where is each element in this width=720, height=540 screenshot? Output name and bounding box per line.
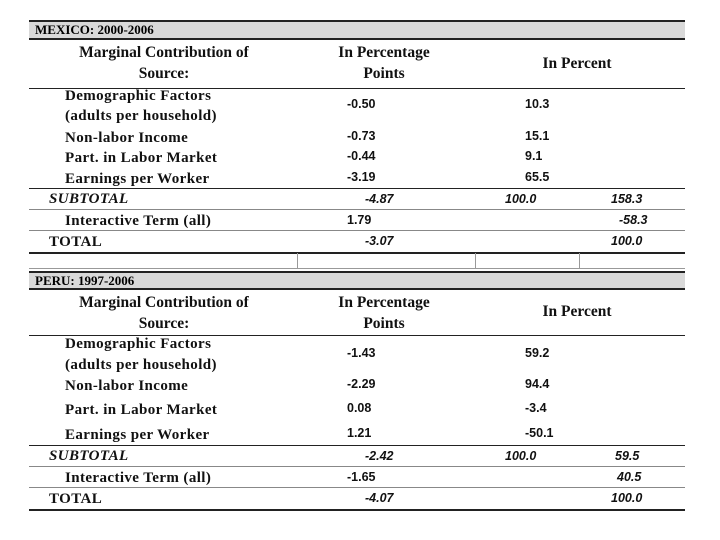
- peru-demo-pct: 59.2: [525, 346, 550, 360]
- peru-total-label: TOTAL: [49, 491, 103, 507]
- mexico-earn-pct: 65.5: [525, 170, 550, 184]
- mexico-demo-label-2: (adults per household): [65, 108, 217, 124]
- peru-interactive-label: Interactive Term (all): [65, 470, 212, 486]
- peru-nonlabor-pp: -2.29: [347, 377, 376, 391]
- mexico-nonlabor-label: Non-labor Income: [65, 130, 189, 146]
- header-source-line1: Marginal Contribution of: [79, 294, 249, 311]
- peru-nonlabor-pct: 94.4: [525, 377, 550, 391]
- peru-demo-pp: -1.43: [347, 346, 376, 360]
- peru-section-title: PERU: 1997-2006: [29, 271, 685, 290]
- mexico-header: [29, 42, 685, 86]
- mexico-header-points: [299, 42, 469, 84]
- peru-bottom-rule: [29, 509, 685, 511]
- header-source-line1: Marginal Contribution of: [79, 44, 249, 61]
- peru-subtotal-pct1: 100.0: [505, 449, 537, 463]
- peru-subtotal-pp: -2.42: [365, 449, 394, 463]
- mexico-interactive-label: Interactive Term (all): [65, 213, 212, 229]
- spacer-divider: [579, 253, 580, 268]
- mexico-header-source: [29, 42, 299, 84]
- peru-total-pp: -4.07: [365, 491, 394, 505]
- peru-interactive-pp: -1.65: [347, 470, 376, 484]
- spacer-divider: [297, 253, 298, 268]
- mexico-bottom-rule: [29, 252, 685, 254]
- mexico-nonlabor-pct: 15.1: [525, 129, 550, 143]
- peru-header-source: [29, 292, 299, 334]
- peru-earn-pct: -50.1: [525, 426, 554, 440]
- mexico-subtotal-pp: -4.87: [365, 192, 394, 206]
- peru-part-pct: -3.4: [525, 401, 547, 415]
- decomposition-tables: [29, 0, 685, 540]
- spacer-divider: [475, 253, 476, 268]
- peru-nonlabor-label: Non-labor Income: [65, 378, 189, 394]
- peru-subtotal-label: SUBTOTAL: [49, 448, 129, 464]
- header-points-line1: In Percentage: [338, 294, 430, 311]
- mexico-demo-pct: 10.3: [525, 97, 550, 111]
- spacer-rule: [29, 268, 685, 269]
- peru-part-label: Part. in Labor Market: [65, 402, 218, 418]
- peru-subtotal-pct2: 59.5: [615, 449, 640, 463]
- mexico-subtotal-label: SUBTOTAL: [49, 191, 129, 207]
- mexico-demo-pp: -0.50: [347, 97, 376, 111]
- peru-interactive-pct2: 40.5: [617, 470, 642, 484]
- peru-header-percent: In Percent: [542, 303, 612, 320]
- peru-subtotal-bottom-rule: [29, 466, 685, 467]
- mexico-part-pct: 9.1: [525, 149, 543, 163]
- mexico-demo-label-1: Demographic Factors: [65, 88, 212, 104]
- mexico-header-percent: In Percent: [542, 55, 612, 72]
- peru-earn-pp: 1.21: [347, 426, 372, 440]
- header-source-line2: Source:: [138, 315, 190, 332]
- header-points-line2: Points: [363, 65, 405, 82]
- mexico-nonlabor-pp: -0.73: [347, 129, 376, 143]
- mexico-total-rule: [29, 230, 685, 231]
- mexico-earn-label: Earnings per Worker: [65, 171, 210, 187]
- mexico-subtotal-pct2: 158.3: [611, 192, 643, 206]
- header-points-line2: Points: [363, 315, 405, 332]
- peru-demo-label-2: (adults per household): [65, 357, 217, 373]
- peru-total-rule: [29, 487, 685, 488]
- mexico-part-pp: -0.44: [347, 149, 376, 163]
- mexico-subtotal-bottom-rule: [29, 209, 685, 210]
- mexico-total-label: TOTAL: [49, 234, 103, 250]
- mexico-subtotal-pct1: 100.0: [505, 192, 537, 206]
- mexico-total-pct2: 100.0: [611, 234, 643, 248]
- mexico-total-pp: -3.07: [365, 234, 394, 248]
- peru-earn-label: Earnings per Worker: [65, 427, 210, 443]
- peru-demo-label-1: Demographic Factors: [65, 336, 212, 352]
- mexico-earn-pp: -3.19: [347, 170, 376, 184]
- mexico-section-title: MEXICO: 2000-2006: [29, 20, 685, 40]
- mexico-interactive-pct2: -58.3: [619, 213, 648, 227]
- header-points-line1: In Percentage: [338, 44, 430, 61]
- peru-total-pct2: 100.0: [611, 491, 643, 505]
- mexico-part-label: Part. in Labor Market: [65, 150, 218, 166]
- peru-header-points: [299, 292, 469, 334]
- header-source-line2: Source:: [138, 65, 190, 82]
- peru-part-pp: 0.08: [347, 401, 372, 415]
- peru-header: [29, 292, 685, 336]
- mexico-interactive-pp: 1.79: [347, 213, 372, 227]
